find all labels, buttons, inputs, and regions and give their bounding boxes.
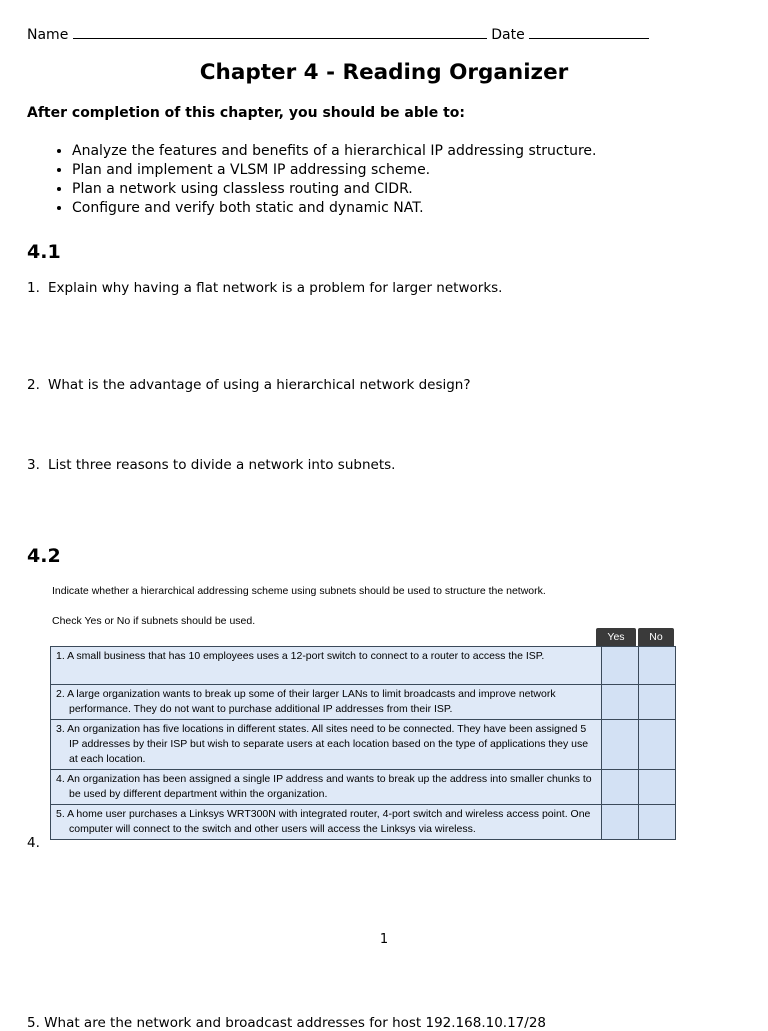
figure-check-label: Check Yes or No if subnets should be used. <box>52 615 256 627</box>
name-date-line <box>27 26 649 43</box>
objectives-list <box>48 142 596 218</box>
table-row <box>51 685 676 720</box>
objective-item: • Plan a network using classless routing and CIDR. <box>72 180 596 199</box>
no-checkbox[interactable] <box>639 805 676 840</box>
no-checkbox[interactable] <box>639 770 676 805</box>
scenario-cell <box>51 685 602 720</box>
objective-item: • Plan and implement a VLSM IP addressing scheme. <box>72 161 596 180</box>
yes-checkbox[interactable] <box>602 770 639 805</box>
section-heading-4-2: 4.2 <box>27 545 61 567</box>
scenario-text: 2. A large organization wants to break up some of their larger LANs to limit broadcasts and improve network performance. They do not want to purchase additional IP addresses from their ISP. <box>56 688 556 715</box>
question-text: What is the advantage of using a hierarchical network design? <box>48 377 471 393</box>
scenario-text: 3. An organization has five locations in different states. All sites need to be connected. They have been assigned 5 IP addresses by their ISP but wish to separate users at each location based on the type of applications they use at each location. <box>56 723 589 765</box>
yes-checkbox[interactable] <box>602 805 639 840</box>
table-row <box>51 720 676 770</box>
scenario-cell <box>51 770 602 805</box>
page-number: 1 <box>379 932 389 947</box>
question-4-number: 4. <box>27 835 40 851</box>
scenario-text: 1. A small business that has 10 employees uses a 12-port switch to connect to a router to access the ISP. <box>56 650 545 662</box>
yes-checkbox[interactable] <box>602 647 639 685</box>
no-checkbox[interactable] <box>639 647 676 685</box>
question-3 <box>27 457 395 473</box>
section-heading-4-1: 4.1 <box>27 241 61 263</box>
question-text: Explain why having a flat network is a problem for larger networks. <box>48 280 503 296</box>
scenario-cell <box>51 720 602 770</box>
date-blank[interactable] <box>529 26 649 39</box>
scenario-cell <box>51 805 602 840</box>
scenario-text: 4. An organization has been assigned a single IP address and wants to break up the address into smaller chunks to be used by different department within the organization. <box>56 773 592 800</box>
figure-instruction: Indicate whether a hierarchical addressing scheme using subnets should be used to structure the network. <box>52 585 546 597</box>
question-number: 1. <box>27 280 40 296</box>
objectives-intro: After completion of this chapter, you should be able to: <box>27 105 465 121</box>
name-label: Name <box>27 27 69 43</box>
question-number: 2. <box>27 377 40 393</box>
table-row <box>51 647 676 685</box>
table-row <box>51 805 676 840</box>
no-checkbox[interactable] <box>639 685 676 720</box>
table-row <box>51 770 676 805</box>
question-5-partial: 5. What are the network and broadcast addresses for host 192.168.10.17/28 <box>27 1015 546 1031</box>
question-text: List three reasons to divide a network into subnets. <box>48 457 396 473</box>
name-blank[interactable] <box>73 26 487 39</box>
no-checkbox[interactable] <box>639 720 676 770</box>
no-column-header: No <box>638 628 674 646</box>
objective-item: • Analyze the features and benefits of a hierarchical IP addressing structure. <box>72 142 596 161</box>
question-2 <box>27 377 471 393</box>
yes-checkbox[interactable] <box>602 685 639 720</box>
scenario-cell <box>51 647 602 685</box>
scenario-table <box>50 646 676 840</box>
yes-column-header: Yes <box>596 628 636 646</box>
objective-item: • Configure and verify both static and dynamic NAT. <box>72 199 596 218</box>
yes-checkbox[interactable] <box>602 720 639 770</box>
question-1 <box>27 280 502 296</box>
date-label: Date <box>491 27 525 43</box>
question-number: 3. <box>27 457 40 473</box>
page-title: Chapter 4 - Reading Organizer <box>199 60 569 85</box>
subnet-decision-figure <box>48 578 678 850</box>
scenario-text: 5. A home user purchases a Linksys WRT300N with integrated router, 4-port switch and wireless access point. One computer will connect to the switch and other users will access the Linksys via wireless. <box>56 808 591 835</box>
